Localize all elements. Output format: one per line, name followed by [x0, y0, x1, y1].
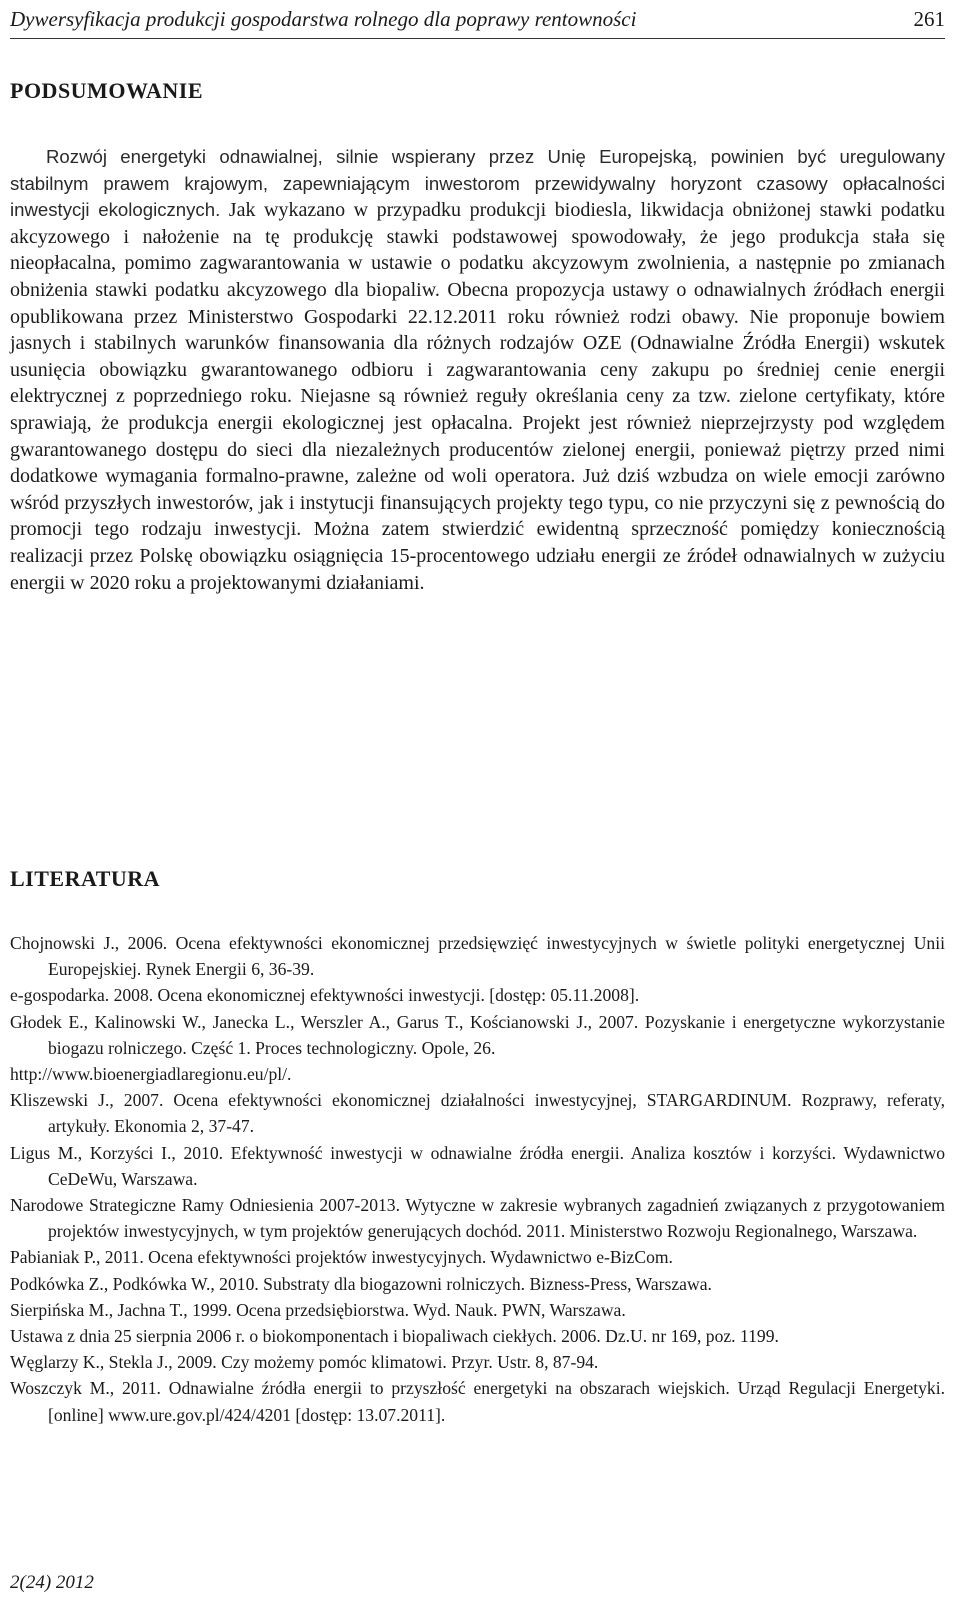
reference-item: Chojnowski J., 2006. Ocena efektywności ekonomicznej przedsięwzięć inwestycyjnych w świetle polityki energetycznej Unii Europejskiej. Rynek Energii 6, 36-39.: [10, 933, 945, 980]
journal-title: Dywersyfikacja produkcji gospodarstwa rolnego dla poprawy rentowności: [10, 7, 637, 31]
summary-text-sans: Rozwój energetyki odnawialnej, silnie wspierany przez Unię Europejską, powinien być uregulowany stabilnym prawem krajowym, zapewniającym inwestorom przewidywalny horyzont czasowy opłacalności inwestycji ekologicznych.: [10, 146, 945, 221]
reference-item: Pabianiak P., 2011. Ocena efektywności projektów inwestycyjnych. Wydawnictwo e-BizCom.: [10, 1247, 673, 1268]
reference-item: e-gospodarka. 2008. Ocena ekonomicznej efektywności inwestycji. [dostęp: 05.11.2008].: [10, 985, 640, 1006]
reference-item: Głodek E., Kalinowski W., Janecka L., Werszler A., Garus T., Kościanowski J., 2007. Pozyskanie i energetyczne wykorzystanie biogazu rolniczego. Część 1. Proces technologiczny. Opole, 26.: [10, 1011, 945, 1058]
reference-item: Węglarzy K., Stekla J., 2009. Czy możemy pomóc klimatowi. Przyr. Ustr. 8, 87-94.: [10, 1352, 599, 1373]
summary-heading: PODSUMOWANIE: [10, 78, 204, 103]
reference-item: Ustawa z dnia 25 sierpnia 2006 r. o biokomponentach i biopaliwach ciekłych. 2006. Dz.U. nr 169, poz. 1199.: [10, 1326, 779, 1347]
reference-item: Narodowe Strategiczne Ramy Odniesienia 2007-2013. Wytyczne w zakresie wybranych zagadnień związanych z przygotowaniem projektów inwestycyjnych, w tym projektów generujących dochód. 2011. Ministerstwo Rozwoju Regionalnego, Warszawa.: [10, 1195, 945, 1242]
reference-link[interactable]: http://www.bioenergiadlaregionu.eu/pl/.: [10, 1064, 292, 1085]
reference-item: Podkówka Z., Podkówka W., 2010. Substraty dla biogazowni rolniczych. Bizness-Press, Warszawa.: [10, 1273, 712, 1294]
literature-heading: LITERATURA: [10, 866, 161, 891]
summary-text-serif: Jak wykazano w przypadku produkcji biodiesla, likwidacja obniżonej stawki podatku akcyzowego i nałożenie na tę produkcję stawki podstawowej spowodowały, że jego produkcja stała się nieopłacalna, pomimo zagwarantowania w ustawie o podatku akcyzowym zwolnienia, a następnie po zmianach obniżenia stawki podatku akcyzowego dla biopaliw. Obecna propozycja ustawy o odnawialnych źródłach energii opublikowana przez Ministerstwo Gospodarki 22.12.2011 roku również rodzi obawy. Nie proponuje bowiem jasnych i stabilnych warunków finansowania dla różnych rodzajów OZE (Odnawialne Źródła Energii) wskutek usunięcia obowiązku gwarantowanego odbioru i zagwarantowania ceny zakupu po średniej cenie energii elektrycznej z poprzedniego roku. Niejasne są również reguły określania ceny za tzw. zielone certyfikaty, które sprawiają, że produkcja energii ekologicznej jest opłacalna. Projekt jest również nieprzejrzysty pod względem gwarantowanego dostępu do sieci dla niezależnych producentów zielonej energii, ponieważ piętrzy przed nimi dodatkowe wymagania formalno-prawne, zależne od woli operatora. Już dziś wzbudza on wiele emocji zarówno wśród przyszłych inwestorów, jak i instytucji finansujących projekty tego typu, co nie przyczyni się z pewnością do promocji tego rodzaju inwestycji. Można zatem stwierdzić ewidentną sprzeczność pomiędzy koniecznością realizacji przez Polskę obowiązku osiągnięcia 15-procentowego udziału energii ze źródeł odnawialnych w zużyciu energii w 2020 roku a projektowanymi działaniami.: [10, 199, 945, 594]
reference-list: [10, 930, 945, 1428]
reference-item: Sierpińska M., Jachna T., 1999. Ocena przedsiębiorstwa. Wyd. Nauk. PWN, Warszawa.: [10, 1299, 626, 1320]
summary-paragraph: [10, 144, 945, 596]
reference-item: Ligus M., Korzyści I., 2010. Efektywność inwestycji w odnawialne źródła energii. Analiza kosztów i korzyści. Wydawnictwo CeDeWu, Warszawa.: [10, 1142, 945, 1189]
reference-item: Kliszewski J., 2007. Ocena efektywności ekonomicznej działalności inwestycyjnej, STARGARDINUM. Rozprawy, referaty, artykuły. Ekonomia 2, 37-47.: [10, 1090, 945, 1137]
reference-item: Woszczyk M., 2011. Odnawialne źródła energii to przyszłość energetyki na obszarach wiejskich. Urząd Regulacji Energetyki. [online] www.ure.gov.pl/424/4201 [dostęp: 13.07.2011].: [10, 1378, 945, 1425]
issue-number: 2(24) 2012: [10, 1572, 94, 1593]
running-header: [10, 4, 945, 39]
page-number: 261: [913, 7, 945, 31]
